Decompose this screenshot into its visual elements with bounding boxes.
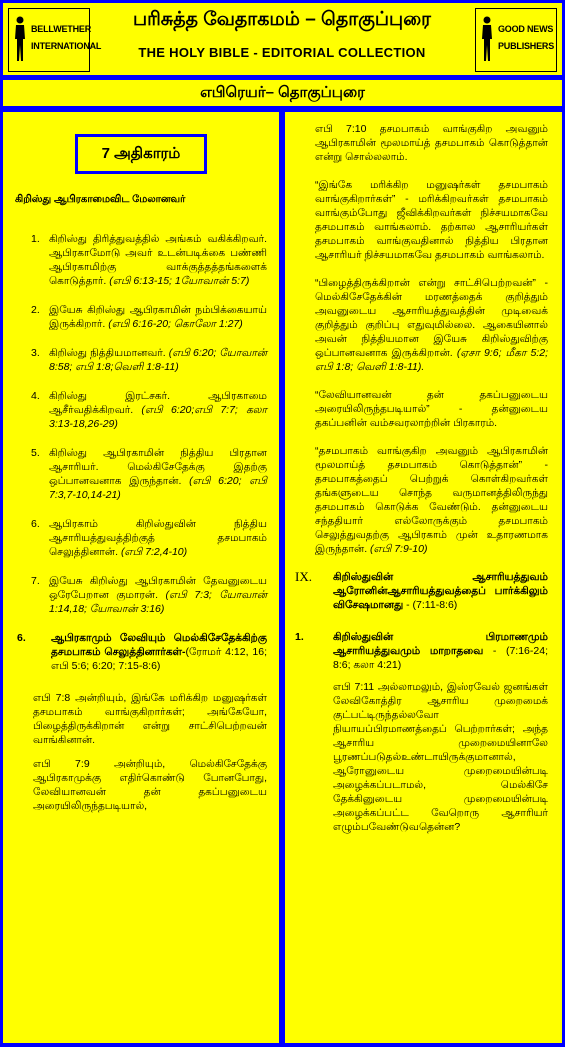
logo-right-line2: PUBLISHERS <box>498 41 555 51</box>
subsection-1: 1. கிறிஸ்துவின் பிரமாணமும் ஆசாரியத்துவமும் மாறாதவை - (7:16-24; 8:6; கலா 4:21) <box>295 631 548 671</box>
commentary-paragraph: “பிழைத்திருக்கிறான் என்று சாட்சிபெற்றவன்” - மெல்கிசேதேக்கின் மரணத்தைக் குறித்தும் அவனுடைய ஆசாரியத்துவத்தின் முடிவைக் குறித்தும் குறிப்பு எதுவுமில்லை. ஆகையினால் அவன் நித்தியமான இயேசு கிறிஸ்துவிற்கு ஒப்பானவனாக இருக்கிறான். (ஏசா 9:6; மீகா 5:2; எபி 1:8; வெளி 1:8-11). <box>315 277 548 373</box>
list-item: 5. கிறிஸ்து ஆபிரகாமின் நித்திய பிரதான ஆசாரியர். மெல்கிசேதேக்கு இதற்கு ஒப்பானவனாக இருந்தான். (எபி 6:20; எபி 7:3,7-10,14-21) <box>31 447 267 501</box>
section-heading: கிறிஸ்து ஆபிரகாமைவிட மேலானவர் <box>15 194 186 205</box>
verse-paragraph: எபி 7:11 அல்லாமலும், இஸ்ரவேல் ஜனங்கள் லேவிகோத்திர ஆசாரிய முறைமைக் குட்பட்டிருந்தல்லவோ நியாயப்பிரமாணத்தைப் பெற்றார்கள்; அந்த ஆசாரிய முறைமையினாலே பூரணப்படுதல்உண்டாயிருக்குமானால், ஆரோனுடைய முறைமையின்படி அழைக்கப்படாமல், மெல்கிசே தேக்கினுடைய முறைமையின்படி அழைக்கப்பட்ட வேறொரு ஆசாரியர் எழும்பவேண்டுவதென்ன? <box>333 681 548 833</box>
man-figure-icon <box>13 15 27 63</box>
man-figure-icon <box>480 15 494 63</box>
left-column <box>3 112 279 1043</box>
book-title: எபிரெயர்– தொகுப்புரை <box>200 84 365 101</box>
title-tamil: பரிசுத்த வேதாகமம் – தொகுப்புரை <box>132 9 431 30</box>
section-item-6: 6. ஆபிரகாமும் லேவியும் மெல்கிசேதேக்கிற்கு தசமபாகம் செலுத்தினார்கள்-(ரோமர் 4:12, 16; எபி 5:6; 6:20; 7:15-8:6) <box>17 632 267 672</box>
verse-paragraph: எபி 7:9 அன்றியும், மெல்கிசேதேக்கு ஆபிரகாமுக்கு எதிர்கொண்டு போனபோது, லேவியானவன் தன் தகப்பனுடைய அரையிலிருந்தபடியால், <box>33 758 267 812</box>
left-flow <box>3 232 279 823</box>
logo-left-line2: INTERNATIONAL <box>31 41 102 51</box>
logo-left-line1: BELLWETHER <box>31 24 91 34</box>
logo-right-line1: GOOD NEWS <box>498 24 554 34</box>
list-item: 3. கிறிஸ்து நித்தியமானவர். (எபி 6:20; யோவான் 8:58; எபி 1:8;வெளி 1:8-11) <box>31 347 267 373</box>
bellwether-logo <box>8 8 102 72</box>
right-column <box>285 112 562 1043</box>
title-english: THE HOLY BIBLE - EDITORIAL COLLECTION <box>138 45 426 60</box>
good-news-logo <box>475 8 557 72</box>
verse-paragraph: எபி 7:8 அன்றியும், இங்கே மரிக்கிற மனுஷர்கள் தசமபாகம் வாங்குகிறார்கள்; அங்கேயோ, பிழைத்திருக்கிறான் என்று சாட்சிபெற்றவன் வாங்கினான். <box>33 692 267 746</box>
list-item: 4. கிறிஸ்து இரட்சகர். ஆபிரகாமை ஆசீர்வதிக்கிறவர். (எபி 6:20;எபி 7:7; கலா 3:13-18,26-29) <box>31 390 268 430</box>
header <box>3 3 562 75</box>
verse-paragraph: எபி 7:10 தசமபாகம் வாங்குகிற அவனும் ஆபிரகாமின் மூலமாய்த் தசமபாகம் கொடுத்தான் என்று சொல்லலாம். <box>315 123 548 163</box>
list-item: 7. இயேசு கிறிஸ்து ஆபிரகாமின் தேவனுடைய ஒரேபேறான குமாரன். (எபி 7:3; யோவான் 1:14,18; யோவான் 3:16) <box>31 575 268 615</box>
list-item: 6. ஆபிரகாம் கிறிஸ்துவின் நித்திய ஆசாரியத்துவத்திற்குத் தசமபாகம் செலுத்தினான். (எபி 7:2,4-10) <box>31 518 267 558</box>
commentary-paragraph: “இங்கே மரிக்கிற மனுஷர்கள் தசமபாகம் வாங்குகிறார்கள்” - மரிக்கிறவர்கள் தசமபாகம் வாங்கும்போது ஜீவிக்கிறவர்கள் நிச்சயமாகவே தசமபாகம் வாங்கலாம். தற்கால ஆசாரியர்கள் தசமபாகம் வாங்குவதினால் நித்திய பிரதான ஆசாரியர் நிச்சயமாகவே தசமபாகம் வாங்கலாம். <box>315 179 548 261</box>
book-title-bar <box>3 80 562 106</box>
commentary-paragraph: “தசமபாகம் வாங்குகிற அவனும் ஆபிரகாமின் மூலமாய்த் தசமபாகம் கொடுத்தான்” - தசமபாகத்தைப் பெற்றுக் கொள்கிறவர்கள் தங்களுடைய சொந்த வருமானத்திலிருந்து தசமபாகம் கொடுக்க வேண்டும். தன்னுடைய சந்ததியார் எல்லோருக்கும் தசமபாகம் செலுத்துவதற்கு ஆபிரகாம் முன் உதாரணமாக இருந்தான். (எபி 7:9-10) <box>315 445 548 555</box>
section-heading-ix: IX. கிறிஸ்துவின் ஆசாரியத்துவம் ஆரோனின்ஆசாரியத்துவத்தைப் பார்க்கிலும் விசேஷமானது - (7:11-8:6) <box>295 569 548 611</box>
list-item: 1. கிறிஸ்து திரித்துவத்தில் அங்கம் வகிக்கிறவர். ஆபிரகாமோடு அவர் உடன்படிக்கை பண்ணி ஆபிரகாமிற்கு வாக்குத்தத்தங்களைக் கொடுத்தார். (எபி 6:13-15; 1யோவான் 5:7) <box>31 233 267 287</box>
right-flow <box>285 122 562 834</box>
chapter-box: 7 அதிகாரம் <box>75 134 207 174</box>
list-item: 2. இயேசு கிறிஸ்து ஆபிரகாமின் நம்பிக்கையாய் இருக்கிறார். (எபி 6:16-20; கொலோ 1:27) <box>31 304 267 330</box>
commentary-paragraph: “லேவியானவன் தன் தகப்பனுடைய அரையிலிருந்தபடியால்” - தன்னுடைய தகப்பனின் வம்சவரலாற்றின் பிரகாரம். <box>315 389 548 429</box>
